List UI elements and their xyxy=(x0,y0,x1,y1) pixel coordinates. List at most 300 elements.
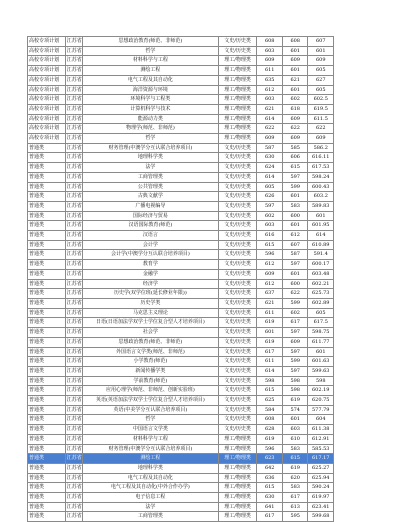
province-cell: 江苏省 xyxy=(65,221,82,231)
major-cell: 社会学 xyxy=(83,328,219,338)
subject-cell: 文史/历史类 xyxy=(218,328,257,338)
subject-cell: 理工/物理类 xyxy=(218,502,257,512)
major-cell: 外国语言文学类(师范、非师范) xyxy=(83,347,219,357)
avg-score-cell: 603.2 xyxy=(308,192,334,202)
table-row xyxy=(28,425,334,435)
avg-score-cell: 620.75 xyxy=(308,396,334,406)
min-score-cell: 598 xyxy=(282,376,308,386)
type-cell: 普通类 xyxy=(28,172,66,182)
province-cell: 江苏省 xyxy=(65,493,82,503)
province-cell: 江苏省 xyxy=(65,250,82,260)
type-cell: 普通类 xyxy=(28,483,66,493)
type-cell: 普通类 xyxy=(28,269,66,279)
avg-score-cell: 590.24 xyxy=(308,483,334,493)
province-cell: 江苏省 xyxy=(65,211,82,221)
subject-cell: 理工/物理类 xyxy=(218,493,257,503)
max-score-cell: 612 xyxy=(257,260,283,270)
major-cell: 哲学 xyxy=(83,134,219,144)
table-row xyxy=(28,328,334,338)
table-row xyxy=(28,221,334,231)
subject-cell: 文史/历史类 xyxy=(218,415,257,425)
min-score-cell: 599 xyxy=(282,357,308,367)
subject-cell: 理工/物理类 xyxy=(218,85,257,95)
max-score-cell: 609 xyxy=(257,269,283,279)
major-cell: 哲学 xyxy=(83,415,219,425)
province-cell: 江苏省 xyxy=(65,182,82,192)
province-cell: 江苏省 xyxy=(65,192,82,202)
type-cell: 普通类 xyxy=(28,386,66,396)
subject-cell: 文史/历史类 xyxy=(218,396,257,406)
province-cell: 江苏省 xyxy=(65,114,82,124)
max-score-cell: 628 xyxy=(257,425,283,435)
min-score-cell: 619 xyxy=(282,396,308,406)
min-score-cell: 615 xyxy=(282,454,308,464)
max-score-cell: 602 xyxy=(257,211,283,221)
major-cell: 金融学 xyxy=(83,269,219,279)
avg-score-cell: 601.95 xyxy=(308,221,334,231)
max-score-cell: 642 xyxy=(257,463,283,473)
subject-cell: 文史/历史类 xyxy=(218,308,257,318)
type-cell: 高校专项计划 xyxy=(28,104,66,114)
table-row xyxy=(28,201,334,211)
table-row xyxy=(28,143,334,153)
table-row xyxy=(28,279,334,289)
min-score-cell: 574 xyxy=(282,405,308,415)
type-cell: 普通类 xyxy=(28,376,66,386)
min-score-cell: 606 xyxy=(282,153,308,163)
major-cell: 海洋资源与环境 xyxy=(83,85,219,95)
major-cell: 广播电视编导 xyxy=(83,201,219,211)
province-cell: 江苏省 xyxy=(65,269,82,279)
major-cell: 英语(中美学分互认联合培养项目) xyxy=(83,405,219,415)
subject-cell: 理工/物理类 xyxy=(218,463,257,473)
table-row xyxy=(28,163,334,173)
max-score-cell: 617 xyxy=(257,512,283,522)
major-cell: 小学教育(师范) xyxy=(83,357,219,367)
major-cell: 测绘工程 xyxy=(83,454,219,464)
province-cell: 江苏省 xyxy=(65,425,82,435)
type-cell: 普通类 xyxy=(28,279,66,289)
type-cell: 普通类 xyxy=(28,366,66,376)
major-cell: 汉语言 xyxy=(83,231,219,241)
subject-cell: 文史/历史类 xyxy=(218,143,257,153)
type-cell: 普通类 xyxy=(28,434,66,444)
major-cell: 地理科学类 xyxy=(83,153,219,163)
table-row xyxy=(28,250,334,260)
type-cell: 普通类 xyxy=(28,298,66,308)
max-score-cell: 603 xyxy=(257,221,283,231)
type-cell: 高校专项计划 xyxy=(28,66,66,76)
table-row xyxy=(28,502,334,512)
max-score-cell: 621 xyxy=(257,298,283,308)
avg-score-cell: 622 xyxy=(308,124,334,134)
major-cell: 中国语言文学类 xyxy=(83,425,219,435)
table-row xyxy=(28,347,334,357)
avg-score-cell: 586.2 xyxy=(308,143,334,153)
table-row xyxy=(28,182,334,192)
max-score-cell: 597 xyxy=(257,201,283,211)
subject-cell: 文史/历史类 xyxy=(218,376,257,386)
province-cell: 江苏省 xyxy=(65,415,82,425)
min-score-cell: 598 xyxy=(282,386,308,396)
province-cell: 江苏省 xyxy=(65,163,82,173)
major-cell: 历史学(双学位班(延长修业年限)) xyxy=(83,289,219,299)
subject-cell: 文史/历史类 xyxy=(218,279,257,289)
avg-score-cell: 616.11 xyxy=(308,153,334,163)
min-score-cell: 620 xyxy=(282,473,308,483)
type-cell: 普通类 xyxy=(28,143,66,153)
min-score-cell: 601 xyxy=(282,269,308,279)
avg-score-cell: 577.79 xyxy=(308,405,334,415)
major-cell: 马克思主义理论 xyxy=(83,308,219,318)
table-row xyxy=(28,444,334,454)
type-cell: 高校专项计划 xyxy=(28,37,66,47)
type-cell: 普通类 xyxy=(28,493,66,503)
province-cell: 江苏省 xyxy=(65,502,82,512)
avg-score-cell: 619.5 xyxy=(308,104,334,114)
major-cell: 法学 xyxy=(83,163,219,173)
province-cell: 江苏省 xyxy=(65,454,82,464)
min-score-cell: 619 xyxy=(282,463,308,473)
province-cell: 江苏省 xyxy=(65,483,82,493)
province-cell: 江苏省 xyxy=(65,366,82,376)
table-row xyxy=(28,357,334,367)
min-score-cell: 585 xyxy=(282,143,308,153)
max-score-cell: 611 xyxy=(257,357,283,367)
major-cell: 法学 xyxy=(83,502,219,512)
major-cell: 电气工程及其自动化 xyxy=(83,473,219,483)
table-row xyxy=(28,240,334,250)
subject-cell: 理工/物理类 xyxy=(218,114,257,124)
avg-score-cell: 609 xyxy=(308,56,334,66)
type-cell: 普通类 xyxy=(28,337,66,347)
type-cell: 普通类 xyxy=(28,221,66,231)
min-score-cell: 583 xyxy=(282,444,308,454)
max-score-cell: 636 xyxy=(257,473,283,483)
province-cell: 江苏省 xyxy=(65,289,82,299)
type-cell: 普通类 xyxy=(28,163,66,173)
max-score-cell: 612 xyxy=(257,85,283,95)
type-cell: 普通类 xyxy=(28,211,66,221)
subject-cell: 文史/历史类 xyxy=(218,240,257,250)
max-score-cell: 617 xyxy=(257,347,283,357)
avg-score-cell: 598 xyxy=(308,376,334,386)
table-row xyxy=(28,211,334,221)
table-row xyxy=(28,366,334,376)
subject-cell: 文史/历史类 xyxy=(218,201,257,211)
max-score-cell: 621 xyxy=(257,104,283,114)
avg-score-cell: 619.97 xyxy=(308,493,334,503)
min-score-cell: 617 xyxy=(282,493,308,503)
major-cell: 测绘工程 xyxy=(83,66,219,76)
max-score-cell: 596 xyxy=(257,250,283,260)
subject-cell: 文史/历史类 xyxy=(218,366,257,376)
type-cell: 高校专项计划 xyxy=(28,124,66,134)
max-score-cell: 624 xyxy=(257,163,283,173)
max-score-cell: 616 xyxy=(257,231,283,241)
table-row xyxy=(28,172,334,182)
table-row xyxy=(28,260,334,270)
subject-cell: 文史/历史类 xyxy=(218,425,257,435)
subject-cell: 文史/历史类 xyxy=(218,318,257,328)
type-cell: 普通类 xyxy=(28,289,66,299)
avg-score-cell: 611.77 xyxy=(308,337,334,347)
province-cell: 江苏省 xyxy=(65,376,82,386)
max-score-cell: 614 xyxy=(257,172,283,182)
max-score-cell: 641 xyxy=(257,502,283,512)
max-score-cell: 626 xyxy=(257,192,283,202)
type-cell: 普通类 xyxy=(28,405,66,415)
avg-score-cell: 601 xyxy=(308,347,334,357)
type-cell: 普通类 xyxy=(28,512,66,522)
major-cell: 思想政治教育(师范、非师范) xyxy=(83,337,219,347)
type-cell: 普通类 xyxy=(28,463,66,473)
province-cell: 江苏省 xyxy=(65,298,82,308)
subject-cell: 文史/历史类 xyxy=(218,386,257,396)
avg-score-cell: 601 xyxy=(308,46,334,56)
min-score-cell: 601 xyxy=(282,221,308,231)
province-cell: 江苏省 xyxy=(65,396,82,406)
min-score-cell: 587 xyxy=(282,250,308,260)
type-cell: 普通类 xyxy=(28,328,66,338)
min-score-cell: 622 xyxy=(282,289,308,299)
province-cell: 江苏省 xyxy=(65,512,82,522)
major-cell: 电气工程及其自动化(中外合作办学) xyxy=(83,483,219,493)
type-cell: 普通类 xyxy=(28,182,66,192)
table-row xyxy=(28,153,334,163)
avg-score-cell: 599.63 xyxy=(308,366,334,376)
major-cell: 古典文献学 xyxy=(83,192,219,202)
subject-cell: 理工/物理类 xyxy=(218,124,257,134)
min-score-cell: 602 xyxy=(282,95,308,105)
min-score-cell: 608 xyxy=(282,37,308,47)
max-score-cell: 609 xyxy=(257,56,283,66)
avg-score-cell: 609 xyxy=(308,134,334,144)
type-cell: 普通类 xyxy=(28,308,66,318)
max-score-cell: 625 xyxy=(257,396,283,406)
avg-score-cell: 598.75 xyxy=(308,328,334,338)
province-cell: 江苏省 xyxy=(65,37,82,47)
province-cell: 江苏省 xyxy=(65,66,82,76)
province-cell: 江苏省 xyxy=(65,279,82,289)
table-row xyxy=(28,289,334,299)
table-row xyxy=(28,308,334,318)
subject-cell: 文史/历史类 xyxy=(218,269,257,279)
table-row xyxy=(28,104,334,114)
province-cell: 江苏省 xyxy=(65,240,82,250)
table-row xyxy=(28,386,334,396)
max-score-cell: 587 xyxy=(257,143,283,153)
max-score-cell: 614 xyxy=(257,366,283,376)
type-cell: 普通类 xyxy=(28,357,66,367)
table-row xyxy=(28,75,334,85)
province-cell: 江苏省 xyxy=(65,318,82,328)
max-score-cell: 623 xyxy=(257,454,283,464)
avg-score-cell: 614 xyxy=(308,231,334,241)
table-row xyxy=(28,269,334,279)
subject-cell: 文史/历史类 xyxy=(218,172,257,182)
max-score-cell: 603 xyxy=(257,46,283,56)
table-row xyxy=(28,134,334,144)
table-row xyxy=(28,463,334,473)
subject-cell: 理工/物理类 xyxy=(218,444,257,454)
min-score-cell: 609 xyxy=(282,56,308,66)
province-cell: 江苏省 xyxy=(65,153,82,163)
major-cell: 学前教育(师范) xyxy=(83,376,219,386)
table-row xyxy=(28,512,334,522)
score-table-sheet xyxy=(27,36,334,522)
type-cell: 高校专项计划 xyxy=(28,75,66,85)
major-cell: 英语(英语加法学双学士学位复合型人才培养项目) xyxy=(83,396,219,406)
avg-score-cell: 605 xyxy=(308,66,334,76)
major-cell: 工商管理类 xyxy=(83,512,219,522)
min-score-cell: 615 xyxy=(282,163,308,173)
type-cell: 普通类 xyxy=(28,318,66,328)
type-cell: 普通类 xyxy=(28,454,66,464)
subject-cell: 文史/历史类 xyxy=(218,289,257,299)
subject-cell: 理工/物理类 xyxy=(218,134,257,144)
score-table xyxy=(27,36,334,522)
major-cell: 会计学 xyxy=(83,240,219,250)
subject-cell: 理工/物理类 xyxy=(218,104,257,114)
subject-cell: 文史/历史类 xyxy=(218,163,257,173)
major-cell: 经济学 xyxy=(83,279,219,289)
type-cell: 普通类 xyxy=(28,192,66,202)
avg-score-cell: 601.63 xyxy=(308,357,334,367)
table-row xyxy=(28,66,334,76)
type-cell: 普通类 xyxy=(28,250,66,260)
subject-cell: 文史/历史类 xyxy=(218,357,257,367)
max-score-cell: 601 xyxy=(257,328,283,338)
type-cell: 普通类 xyxy=(28,502,66,512)
max-score-cell: 608 xyxy=(257,415,283,425)
province-cell: 江苏省 xyxy=(65,201,82,211)
type-cell: 高校专项计划 xyxy=(28,46,66,56)
min-score-cell: 609 xyxy=(282,114,308,124)
province-cell: 江苏省 xyxy=(65,75,82,85)
avg-score-cell: 612.91 xyxy=(308,434,334,444)
type-cell: 高校专项计划 xyxy=(28,85,66,95)
subject-cell: 文史/历史类 xyxy=(218,182,257,192)
major-cell: 汉语国际教育(师范) xyxy=(83,221,219,231)
table-row xyxy=(28,231,334,241)
table-row xyxy=(28,473,334,483)
avg-score-cell: 605 xyxy=(308,308,334,318)
min-score-cell: 597 xyxy=(282,172,308,182)
avg-score-cell: 625.73 xyxy=(308,289,334,299)
table-row xyxy=(28,318,334,328)
min-score-cell: 600 xyxy=(282,211,308,221)
avg-score-cell: 602.19 xyxy=(308,386,334,396)
province-cell: 江苏省 xyxy=(65,328,82,338)
subject-cell: 理工/物理类 xyxy=(218,75,257,85)
max-score-cell: 630 xyxy=(257,153,283,163)
type-cell: 普通类 xyxy=(28,231,66,241)
type-cell: 普通类 xyxy=(28,153,66,163)
province-cell: 江苏省 xyxy=(65,124,82,134)
province-cell: 江苏省 xyxy=(65,337,82,347)
major-cell: 教育学 xyxy=(83,260,219,270)
min-score-cell: 599 xyxy=(282,298,308,308)
avg-score-cell: 605 xyxy=(308,85,334,95)
avg-score-cell: 602.5 xyxy=(308,95,334,105)
table-row xyxy=(28,454,334,464)
type-cell: 普通类 xyxy=(28,240,66,250)
max-score-cell: 608 xyxy=(257,37,283,47)
province-cell: 江苏省 xyxy=(65,308,82,318)
avg-score-cell: 600.17 xyxy=(308,260,334,270)
province-cell: 江苏省 xyxy=(65,463,82,473)
min-score-cell: 597 xyxy=(282,328,308,338)
min-score-cell: 595 xyxy=(282,512,308,522)
avg-score-cell: 585.53 xyxy=(308,444,334,454)
major-cell: 财务管理(中澳学分互认联合培养项目) xyxy=(83,143,219,153)
province-cell: 江苏省 xyxy=(65,444,82,454)
max-score-cell: 612 xyxy=(257,279,283,289)
avg-score-cell: 610.89 xyxy=(308,240,334,250)
max-score-cell: 615 xyxy=(257,483,283,493)
type-cell: 高校专项计划 xyxy=(28,114,66,124)
subject-cell: 文史/历史类 xyxy=(218,192,257,202)
min-score-cell: 618 xyxy=(282,104,308,114)
major-cell: 哲学 xyxy=(83,46,219,56)
min-score-cell: 597 xyxy=(282,366,308,376)
subject-cell: 文史/历史类 xyxy=(218,221,257,231)
table-row xyxy=(28,415,334,425)
major-cell: 国际经济与贸易 xyxy=(83,211,219,221)
max-score-cell: 596 xyxy=(257,444,283,454)
province-cell: 江苏省 xyxy=(65,172,82,182)
avg-score-cell: 601 xyxy=(308,211,334,221)
min-score-cell: 599 xyxy=(282,182,308,192)
province-cell: 江苏省 xyxy=(65,434,82,444)
subject-cell: 理工/物理类 xyxy=(218,56,257,66)
min-score-cell: 597 xyxy=(282,260,308,270)
major-cell: 财务管理(中澳学分互认联合培养项目) xyxy=(83,444,219,454)
subject-cell: 文史/历史类 xyxy=(218,260,257,270)
subject-cell: 文史/历史类 xyxy=(218,211,257,221)
province-cell: 江苏省 xyxy=(65,405,82,415)
major-cell: 电子信息工程 xyxy=(83,493,219,503)
avg-score-cell: 602.89 xyxy=(308,298,334,308)
max-score-cell: 611 xyxy=(257,308,283,318)
max-score-cell: 598 xyxy=(257,376,283,386)
table-row xyxy=(28,56,334,66)
province-cell: 江苏省 xyxy=(65,143,82,153)
table-row xyxy=(28,376,334,386)
type-cell: 普通类 xyxy=(28,260,66,270)
max-score-cell: 584 xyxy=(257,405,283,415)
avg-score-cell: 617.17 xyxy=(308,454,334,464)
min-score-cell: 601 xyxy=(282,415,308,425)
max-score-cell: 622 xyxy=(257,124,283,134)
avg-score-cell: 627 xyxy=(308,75,334,85)
type-cell: 高校专项计划 xyxy=(28,134,66,144)
min-score-cell: 601 xyxy=(282,85,308,95)
table-row xyxy=(28,337,334,347)
subject-cell: 文史/历史类 xyxy=(218,250,257,260)
major-cell: 材料科学与工程 xyxy=(83,434,219,444)
subject-cell: 理工/物理类 xyxy=(218,512,257,522)
min-score-cell: 607 xyxy=(282,240,308,250)
min-score-cell: 621 xyxy=(282,75,308,85)
max-score-cell: 614 xyxy=(257,114,283,124)
subject-cell: 理工/物理类 xyxy=(218,454,257,464)
subject-cell: 理工/物理类 xyxy=(218,473,257,483)
max-score-cell: 615 xyxy=(257,386,283,396)
major-cell: 会计学(中澳学分互认联合培养项目) xyxy=(83,250,219,260)
max-score-cell: 609 xyxy=(257,134,283,144)
